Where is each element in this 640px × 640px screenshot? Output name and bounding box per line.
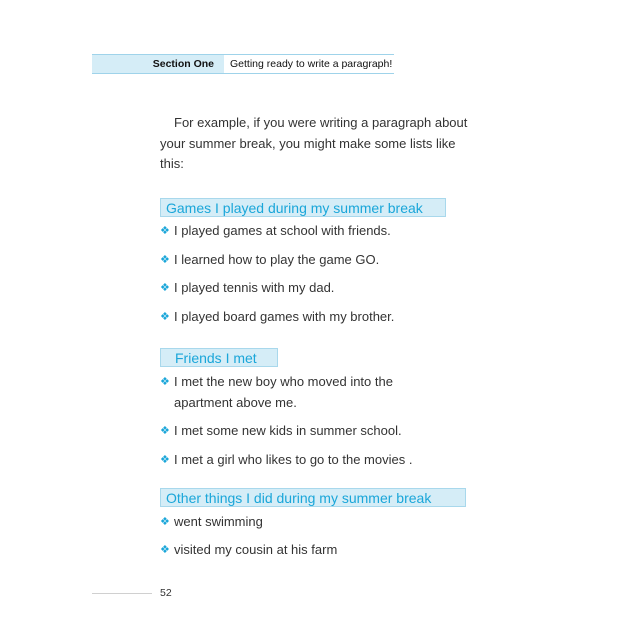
diamond-bullet-icon: ❖ (160, 425, 170, 437)
list-item (160, 512, 263, 533)
section-header (92, 54, 394, 74)
list-item-text: I played board games with my brother. (174, 309, 395, 324)
list-item-text: I met some new kids in summer school. (174, 423, 402, 438)
list-item-text: I met the new boy who moved into the apartment above me. (174, 374, 393, 410)
footer-rule (92, 593, 152, 594)
diamond-bullet-icon: ❖ (160, 282, 170, 294)
diamond-bullet-icon: ❖ (160, 225, 170, 237)
list-heading-other-things: Other things I did during my summer break (160, 488, 466, 507)
diamond-bullet-icon: ❖ (160, 311, 170, 323)
list-item (160, 221, 391, 242)
list-item (160, 250, 379, 271)
list-item (160, 372, 414, 413)
list-item-text: I played games at school with friends. (174, 223, 391, 238)
list-item-text: I learned how to play the game GO. (174, 252, 380, 267)
list-item-text: went swimming (174, 514, 263, 529)
list-item-text: visited my cousin at his farm (174, 542, 338, 557)
section-label: Section One (152, 58, 214, 70)
list-item (160, 421, 402, 442)
list-item (160, 278, 334, 299)
list-item-text: I met a girl who likes to go to the movies . (174, 452, 413, 467)
list-heading-games: Games I played during my summer break (160, 198, 446, 217)
list-item (160, 450, 412, 471)
list-item-text: I played tennis with my dad. (174, 280, 335, 295)
diamond-bullet-icon: ❖ (160, 454, 170, 466)
list-item (160, 307, 394, 328)
list-heading-friends: Friends I met (160, 348, 278, 367)
intro-paragraph: For example, if you were writing a paragraph about your summer break, you might make some lists like this: (160, 115, 468, 171)
section-subtitle: Getting ready to write a paragraph! (224, 55, 394, 73)
diamond-bullet-icon: ❖ (160, 516, 170, 528)
diamond-bullet-icon: ❖ (160, 544, 170, 556)
page-number: 52 (160, 587, 172, 599)
diamond-bullet-icon: ❖ (160, 376, 170, 388)
diamond-bullet-icon: ❖ (160, 254, 170, 266)
list-item (160, 540, 337, 561)
